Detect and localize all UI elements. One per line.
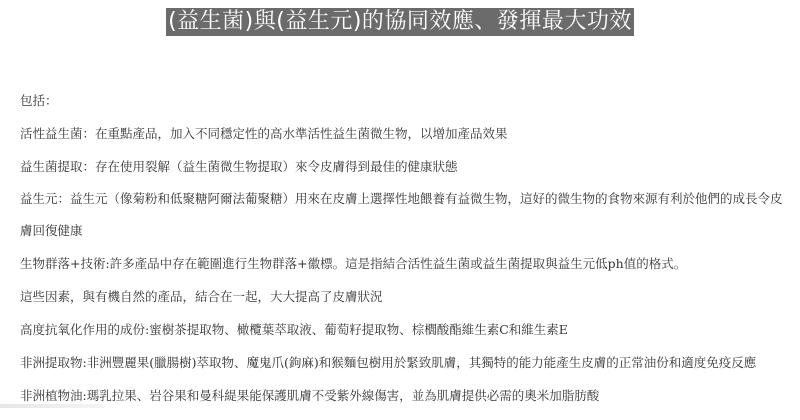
paragraph-biome-technology: 生物群落+技術:許多產品中存在範圍進行生物群落+徽標。這是指結合活性益生菌或益生菌提取與益生元低ph值的格式。 xyxy=(20,256,687,271)
horizontal-scrollbar[interactable] xyxy=(0,404,104,408)
article-body xyxy=(20,92,788,420)
paragraph-factors: 這些因素，與有機自然的產品，結合在一起，大大提高了皮膚狀況 xyxy=(20,289,383,304)
paragraph-live-probiotics: 活性益生菌：在重點產品，加入不同穩定性的高水準活性益生菌微生物，以增加產品效果 xyxy=(20,126,508,141)
paragraph-african-extracts: 非洲提取物:非洲豐麗果(臘腸樹)萃取物、魔鬼爪(鉤麻)和猴麵包樹用於緊致肌膚，其獨特的能力能產生皮膚的正常油份和適度免疫反應 xyxy=(20,355,757,370)
paragraph-includes: 包括： xyxy=(20,93,58,108)
paragraph-african-oils: 非洲植物油:瑪乳拉果、岩谷果和曼科緹果能保護肌膚不受紫外線傷害，並為肌膚提供必需的奧米加脂肪酸 xyxy=(20,388,600,403)
page-title: (益生菌)與(益生元)的協同效應、發揮最大功效 xyxy=(168,9,632,34)
paragraph-probiotic-extract: 益生菌提取：存在使用裂解（益生菌微生物提取）來令皮膚得到最佳的健康狀態 xyxy=(20,159,458,174)
paragraph-antioxidants: 高度抗氧化作用的成份:蜜樹茶提取物、橄欖葉萃取液、葡萄籽提取物、棕櫚酸酯維生素C和維生素E xyxy=(20,322,568,337)
title-container xyxy=(0,8,800,36)
paragraph-prebiotics: 益生元：益生元（像菊粉和低聚糖阿爾法葡聚糖）用來在皮膚上選擇性地餵養有益微生物，這好的微生物的食物來源有利於他們的成長令皮膚回復健康 xyxy=(20,191,783,238)
